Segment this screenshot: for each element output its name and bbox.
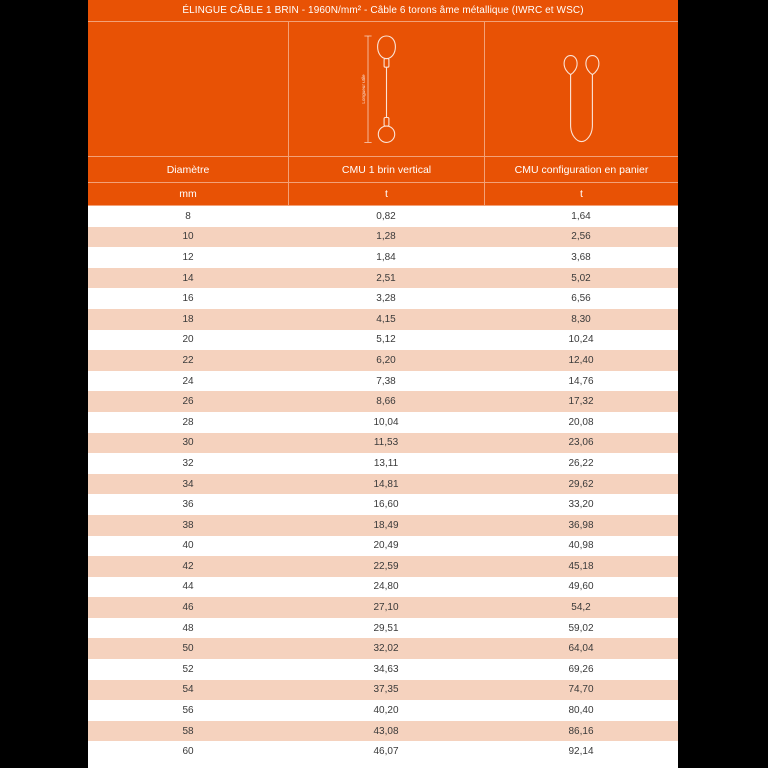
table-row [88, 577, 678, 598]
table-row [88, 515, 678, 536]
page-title: ÉLINGUE CÂBLE 1 BRIN - 1960N/mm² - Câble 6 torons âme métallique (IWRC et WSC) [182, 5, 584, 16]
cell-cmu-basket: 3,68 [571, 251, 591, 263]
cell-diameter: 28 [182, 416, 194, 428]
cell-cmu-basket: 54,2 [571, 602, 591, 614]
header-unit-cmu-vertical: t [288, 183, 484, 205]
table-row [88, 659, 678, 680]
cell-cmu-vertical: 2,51 [376, 272, 396, 284]
cell-diameter: 32 [182, 457, 194, 469]
cell-diameter: 16 [182, 293, 194, 305]
cell-cmu-basket: 36,98 [568, 519, 594, 531]
table-row [88, 494, 678, 515]
table-row [88, 350, 678, 371]
cell-cmu-basket: 6,56 [571, 293, 591, 305]
cell-cmu-basket: 10,24 [568, 334, 594, 346]
cell-cmu-basket: 33,20 [568, 499, 594, 511]
cell-diameter: 14 [182, 272, 194, 284]
cell-diameter: 58 [182, 725, 194, 737]
table-header-row-primary [88, 156, 678, 182]
table-row [88, 721, 678, 742]
cell-cmu-basket: 64,04 [568, 643, 594, 655]
cell-cmu-vertical: 0,82 [376, 210, 396, 222]
document-title-bar [88, 0, 678, 21]
cell-diameter: 54 [182, 684, 194, 696]
cell-cmu-basket: 92,14 [568, 746, 594, 758]
cell-cmu-vertical: 24,80 [373, 581, 399, 593]
cell-cmu-vertical: 29,51 [373, 622, 399, 634]
table-row [88, 288, 678, 309]
header-cmu-vertical: CMU 1 brin vertical [288, 157, 484, 182]
table-row [88, 206, 678, 227]
cell-cmu-basket: 1,64 [571, 210, 591, 222]
cell-diameter: 24 [182, 375, 194, 387]
cell-cmu-vertical: 13,11 [373, 457, 399, 469]
cell-cmu-vertical: 16,60 [373, 499, 399, 511]
cell-cmu-vertical: 43,08 [373, 725, 399, 737]
cell-cmu-vertical: 1,84 [376, 251, 396, 263]
header-diameter: Diamètre [166, 163, 210, 176]
cell-diameter: 8 [185, 210, 191, 222]
cell-cmu-basket: 29,62 [568, 478, 594, 490]
cell-cmu-basket: 17,32 [568, 396, 594, 408]
cell-cmu-vertical: 10,04 [373, 416, 399, 428]
table-row [88, 371, 678, 392]
header-cmu-basket: CMU configuration en panier [484, 157, 678, 182]
cell-cmu-vertical: 14,81 [373, 478, 399, 490]
cell-diameter: 40 [182, 540, 194, 552]
cell-cmu-basket: 69,26 [568, 663, 594, 675]
cell-cmu-vertical: 46,07 [373, 746, 399, 758]
cell-diameter: 26 [182, 396, 194, 408]
cell-diameter: 36 [182, 499, 194, 511]
spec-sheet [88, 0, 678, 768]
cell-diameter: 44 [182, 581, 194, 593]
cell-diameter: 46 [182, 602, 194, 614]
cell-diameter: 50 [182, 643, 194, 655]
cell-cmu-vertical: 5,12 [376, 334, 396, 346]
table-row [88, 680, 678, 701]
cell-cmu-vertical: 6,20 [376, 354, 396, 366]
cell-diameter: 48 [182, 622, 194, 634]
cell-cmu-vertical: 37,35 [373, 684, 399, 696]
cell-cmu-vertical: 4,15 [376, 313, 396, 325]
illustration-cell-diameter [88, 22, 288, 156]
cell-diameter: 52 [182, 663, 194, 675]
cell-diameter: 42 [182, 560, 194, 572]
cell-cmu-vertical: 27,10 [373, 602, 399, 614]
cell-cmu-vertical: 22,59 [373, 560, 399, 572]
cell-cmu-vertical: 1,28 [376, 231, 396, 243]
cell-cmu-basket: 26,22 [568, 457, 594, 469]
cell-cmu-basket: 12,40 [568, 354, 594, 366]
dimension-label: Longueur utile [361, 74, 366, 104]
cell-cmu-basket: 2,56 [571, 231, 591, 243]
load-capacity-table [88, 206, 678, 762]
cell-cmu-basket: 14,76 [568, 375, 594, 387]
illustration-band [88, 21, 678, 156]
cell-diameter: 30 [182, 437, 194, 449]
table-row [88, 474, 678, 495]
cell-diameter: 10 [182, 231, 194, 243]
cell-diameter: 12 [182, 251, 194, 263]
basket-configuration-sling-diagram [485, 22, 678, 156]
cell-diameter: 60 [182, 746, 194, 758]
table-row [88, 247, 678, 268]
cell-diameter: 38 [182, 519, 194, 531]
cell-cmu-basket: 45,18 [568, 560, 594, 572]
illustration-cell-basket [484, 22, 678, 156]
table-row [88, 556, 678, 577]
cell-cmu-vertical: 3,28 [376, 293, 396, 305]
cell-diameter: 34 [182, 478, 194, 490]
cell-cmu-vertical: 7,38 [376, 375, 396, 387]
cell-cmu-vertical: 40,20 [373, 705, 399, 717]
cell-cmu-basket: 74,70 [568, 684, 594, 696]
table-row [88, 227, 678, 248]
cell-cmu-basket: 86,16 [568, 725, 594, 737]
single-leg-sling-vertical-diagram [289, 22, 484, 156]
table-row [88, 536, 678, 557]
cell-cmu-vertical: 20,49 [373, 540, 399, 552]
table-row [88, 618, 678, 639]
cell-cmu-basket: 49,60 [568, 581, 594, 593]
table-row [88, 741, 678, 762]
table-row [88, 597, 678, 618]
cell-cmu-basket: 23,06 [568, 437, 594, 449]
cell-cmu-basket: 59,02 [568, 622, 594, 634]
table-row [88, 309, 678, 330]
cell-cmu-vertical: 8,66 [376, 396, 396, 408]
table-row [88, 453, 678, 474]
cell-diameter: 20 [182, 334, 194, 346]
cell-cmu-basket: 5,02 [571, 272, 591, 284]
cell-cmu-vertical: 34,63 [373, 663, 399, 675]
table-row [88, 412, 678, 433]
cell-cmu-basket: 40,98 [568, 540, 594, 552]
cell-cmu-vertical: 18,49 [373, 519, 399, 531]
illustration-cell-vertical [288, 22, 484, 156]
table-row [88, 638, 678, 659]
header-unit-cmu-basket: t [484, 183, 678, 205]
table-header-row-units [88, 182, 678, 205]
table-row [88, 433, 678, 454]
table-body [88, 206, 678, 762]
header-unit-diameter: mm [179, 188, 197, 200]
table-row [88, 700, 678, 721]
cell-cmu-vertical: 11,53 [373, 437, 399, 449]
cell-cmu-basket: 80,40 [568, 705, 594, 717]
table-row [88, 391, 678, 412]
table-row [88, 268, 678, 289]
table-row [88, 330, 678, 351]
cell-diameter: 56 [182, 705, 194, 717]
cell-cmu-basket: 20,08 [568, 416, 594, 428]
cell-diameter: 18 [182, 313, 194, 325]
cell-cmu-basket: 8,30 [571, 313, 591, 325]
cell-diameter: 22 [182, 354, 194, 366]
cell-cmu-vertical: 32,02 [373, 643, 399, 655]
